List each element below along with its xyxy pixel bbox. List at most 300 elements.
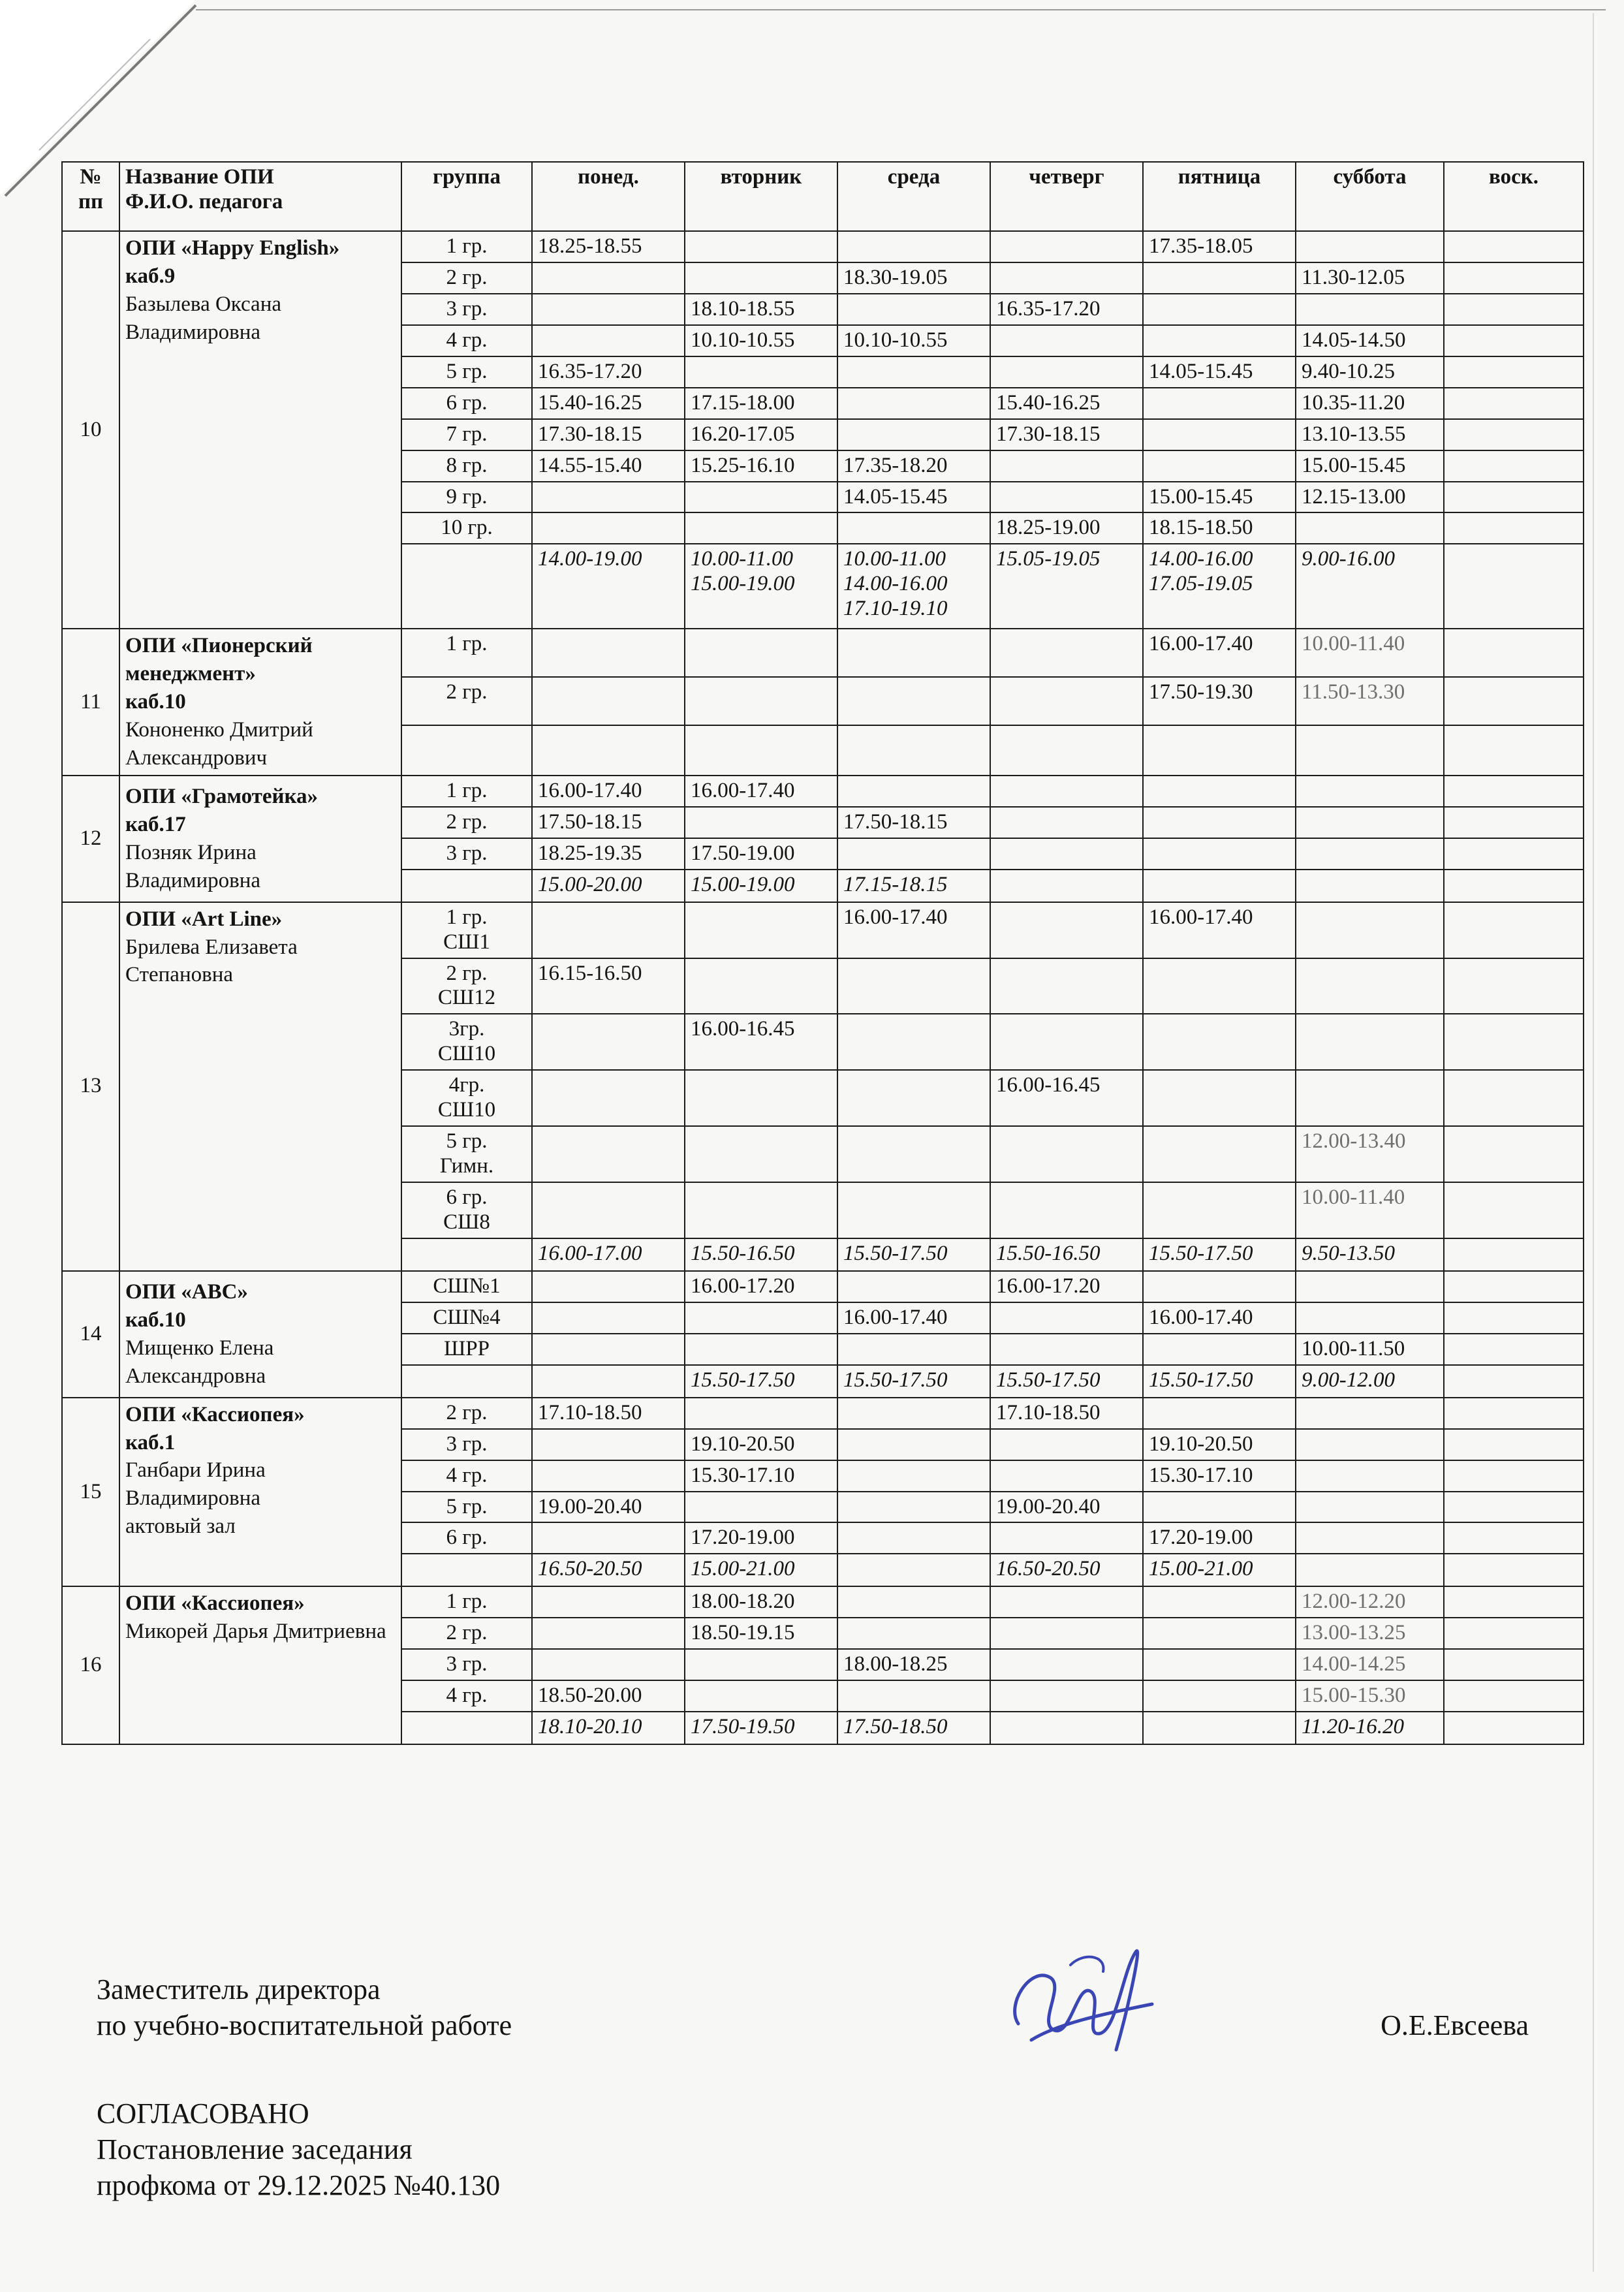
room-label: каб.10 (125, 1308, 186, 1332)
time-cell (1444, 482, 1584, 513)
schedule-table (61, 161, 1584, 1745)
time-cell: 11.50-13.30 (1296, 677, 1444, 725)
group-cell: 4 гр. (401, 1460, 532, 1492)
time-cell: 15.25-16.10 (685, 450, 837, 482)
time-cell: 10.00-11.00 15.00-19.00 (685, 544, 837, 629)
time-cell (990, 1586, 1143, 1618)
time-cell (990, 725, 1143, 776)
group-cell: 6 гр. (401, 1522, 532, 1554)
time-cell (837, 512, 990, 544)
time-cell (685, 807, 837, 838)
time-cell: 15.00-15.30 (1296, 1680, 1444, 1712)
time-cell: 14.00-16.00 17.05-19.05 (1143, 544, 1296, 629)
col-header-day: среда (837, 162, 990, 231)
program-cell (119, 1586, 401, 1744)
time-cell (990, 807, 1143, 838)
time-cell (1444, 629, 1584, 677)
group-cell: 4 гр. (401, 1680, 532, 1712)
time-cell: 15.50-17.50 (1143, 1365, 1296, 1398)
program-name: ОПИ «Грамотейка» (125, 784, 319, 808)
time-cell: 9.50-13.50 (1296, 1238, 1444, 1271)
time-cell (1296, 1460, 1444, 1492)
time-cell (990, 1680, 1143, 1712)
time-cell (990, 262, 1143, 294)
time-cell: 17.50-19.30 (1143, 677, 1296, 725)
time-cell: 15.00-21.00 (685, 1554, 837, 1586)
time-cell (532, 1429, 685, 1460)
time-cell (1444, 958, 1584, 1014)
time-cell: 19.10-20.50 (685, 1429, 837, 1460)
time-cell: 18.00-18.25 (837, 1649, 990, 1680)
time-cell (837, 1554, 990, 1586)
time-cell (685, 262, 837, 294)
time-cell: 17.20-19.00 (685, 1522, 837, 1554)
time-cell (1444, 870, 1584, 902)
time-cell (1444, 776, 1584, 807)
time-cell (1444, 294, 1584, 325)
time-cell: 15.40-16.25 (990, 388, 1143, 419)
time-cell: 14.05-14.50 (1296, 325, 1444, 356)
teacher-name: Ганбари Ирина Владимировна (125, 1458, 266, 1511)
col-header-day: суббота (1296, 162, 1444, 231)
time-cell: 10.35-11.20 (1296, 388, 1444, 419)
time-cell: 9.40-10.25 (1296, 356, 1444, 388)
group-cell: 8 гр. (401, 450, 532, 482)
time-cell (1296, 725, 1444, 776)
time-cell: 13.00-13.25 (1296, 1618, 1444, 1649)
time-cell (990, 776, 1143, 807)
group-cell: 2 гр. (401, 1398, 532, 1429)
room-label: каб.10 (125, 690, 186, 714)
time-cell (532, 1302, 685, 1334)
time-cell (685, 356, 837, 388)
time-cell (990, 902, 1143, 958)
time-cell (1143, 1126, 1296, 1182)
time-cell (685, 1182, 837, 1238)
time-cell (990, 1182, 1143, 1238)
time-cell: 16.00-17.40 (837, 902, 990, 958)
time-cell: 16.20-17.05 (685, 419, 837, 450)
col-header-day: четверг (990, 162, 1143, 231)
group-cell: СШ№1 (401, 1271, 532, 1302)
time-cell (1444, 419, 1584, 450)
time-cell (837, 356, 990, 388)
time-cell (837, 1182, 990, 1238)
time-cell (532, 1182, 685, 1238)
teacher-name: Мищенко Елена Александровна (125, 1336, 274, 1388)
time-cell (1296, 902, 1444, 958)
time-cell (837, 388, 990, 419)
time-cell: 16.50-20.50 (990, 1554, 1143, 1586)
group-cell: 4 гр. (401, 325, 532, 356)
program-name: ОПИ «Art Line» (125, 907, 283, 931)
group-cell: 3 гр. (401, 1649, 532, 1680)
time-cell (1444, 1365, 1584, 1398)
group-cell: 3гр. СШ10 (401, 1014, 532, 1070)
time-cell (1444, 544, 1584, 629)
time-cell: 17.50-19.00 (685, 838, 837, 870)
group-cell: 2 гр. (401, 262, 532, 294)
time-cell (837, 1126, 990, 1182)
time-cell (837, 1271, 990, 1302)
time-cell: 17.35-18.05 (1143, 231, 1296, 262)
time-cell: 18.25-18.55 (532, 231, 685, 262)
time-cell: 14.00-19.00 (532, 544, 685, 629)
time-cell (1143, 807, 1296, 838)
time-cell: 10.10-10.55 (837, 325, 990, 356)
time-cell (685, 1126, 837, 1182)
block-number: 15 (62, 1398, 119, 1587)
time-cell (1444, 1014, 1584, 1070)
time-cell (685, 1398, 837, 1429)
time-cell (532, 1522, 685, 1554)
room-label: каб.1 (125, 1430, 176, 1454)
group-cell (401, 1238, 532, 1271)
time-cell: 10.00-11.50 (1296, 1334, 1444, 1365)
time-cell (1444, 1070, 1584, 1126)
time-cell: 16.00-17.20 (685, 1271, 837, 1302)
time-cell (1296, 512, 1444, 544)
time-cell: 15.50-17.50 (837, 1238, 990, 1271)
table-row (62, 902, 1584, 958)
paper-top-edge (196, 9, 1606, 10)
time-cell: 17.10-18.50 (990, 1398, 1143, 1429)
group-cell (401, 1712, 532, 1744)
time-cell: 17.20-19.00 (1143, 1522, 1296, 1554)
time-cell (1296, 1302, 1444, 1334)
time-cell: 15.30-17.10 (1143, 1460, 1296, 1492)
time-cell: 10.00-11.40 (1296, 629, 1444, 677)
header-row (62, 162, 1584, 231)
time-cell (532, 1586, 685, 1618)
time-cell (1296, 294, 1444, 325)
time-cell (1143, 870, 1296, 902)
time-cell (1444, 325, 1584, 356)
group-cell: 3 гр. (401, 294, 532, 325)
time-cell: 16.00-17.00 (532, 1238, 685, 1271)
time-cell: 18.15-18.50 (1143, 512, 1296, 544)
time-cell (837, 1398, 990, 1429)
group-cell: ШРР (401, 1334, 532, 1365)
time-cell: 16.00-17.40 (1143, 902, 1296, 958)
program-cell (119, 902, 401, 1271)
time-cell (990, 1712, 1143, 1744)
time-cell (1444, 838, 1584, 870)
time-cell (1296, 1429, 1444, 1460)
time-cell (532, 1271, 685, 1302)
time-cell: 10.10-10.55 (685, 325, 837, 356)
time-cell (1143, 1680, 1296, 1712)
time-cell (532, 325, 685, 356)
time-cell (1444, 1492, 1584, 1523)
time-cell (532, 902, 685, 958)
time-cell (1444, 1302, 1584, 1334)
time-cell: 9.00-12.00 (1296, 1365, 1444, 1398)
time-cell: 15.50-17.50 (1143, 1238, 1296, 1271)
block-number: 16 (62, 1586, 119, 1744)
time-cell (685, 677, 837, 725)
time-cell: 19.00-20.40 (990, 1492, 1143, 1523)
time-cell: 17.50-19.50 (685, 1712, 837, 1744)
time-cell: 16.00-17.20 (990, 1271, 1143, 1302)
program-cell (119, 231, 401, 629)
time-cell (837, 231, 990, 262)
time-cell (1143, 388, 1296, 419)
time-cell (990, 1618, 1143, 1649)
time-cell (532, 262, 685, 294)
time-cell (1296, 1014, 1444, 1070)
time-cell (990, 1302, 1143, 1334)
time-cell (990, 356, 1143, 388)
time-cell (1296, 958, 1444, 1014)
group-cell: 6 гр. (401, 388, 532, 419)
time-cell (1143, 1014, 1296, 1070)
time-cell: 19.10-20.50 (1143, 1429, 1296, 1460)
time-cell (532, 1365, 685, 1398)
group-cell: 2 гр. (401, 677, 532, 725)
time-cell (1296, 870, 1444, 902)
group-cell (401, 1554, 532, 1586)
block-number: 11 (62, 629, 119, 775)
time-cell: 17.30-18.15 (532, 419, 685, 450)
time-cell: 16.00-17.40 (837, 1302, 990, 1334)
time-cell (990, 629, 1143, 677)
teacher-name: Позняк Ирина Владимировна (125, 840, 261, 892)
block-number: 13 (62, 902, 119, 1271)
time-cell (1444, 450, 1584, 482)
time-cell (1444, 1712, 1584, 1744)
time-cell (532, 482, 685, 513)
program-name: ОПИ «Кассиопея» (125, 1592, 305, 1616)
col-header-day: пятница (1143, 162, 1296, 231)
time-cell (990, 677, 1143, 725)
time-cell: 12.00-12.20 (1296, 1586, 1444, 1618)
time-cell (837, 1586, 990, 1618)
time-cell (1296, 1271, 1444, 1302)
block-number: 10 (62, 231, 119, 629)
time-cell: 19.00-20.40 (532, 1492, 685, 1523)
program-name: ОПИ «Пионерский менеджмент» (125, 634, 313, 686)
time-cell: 17.50-18.15 (837, 807, 990, 838)
time-cell: 16.00-16.45 (685, 1014, 837, 1070)
col-header-day: вторник (685, 162, 837, 231)
time-cell: 16.35-17.20 (990, 294, 1143, 325)
time-cell: 17.30-18.15 (990, 419, 1143, 450)
time-cell (1143, 1334, 1296, 1365)
time-cell (1444, 902, 1584, 958)
time-cell (1296, 231, 1444, 262)
deputy-name: О.Е.Евсеева (1381, 2009, 1529, 2041)
time-cell: 18.10-20.10 (532, 1712, 685, 1744)
time-cell (1143, 838, 1296, 870)
time-cell: 15.50-17.50 (685, 1365, 837, 1398)
teacher-name: Базылева Оксана Владимировна (125, 292, 282, 344)
time-cell (990, 1334, 1143, 1365)
time-cell: 15.50-17.50 (990, 1365, 1143, 1398)
program-cell (119, 1271, 401, 1398)
group-cell (401, 1365, 532, 1398)
group-cell: 1 гр. (401, 629, 532, 677)
time-cell (685, 1649, 837, 1680)
col-header-group: группа (401, 162, 532, 231)
time-cell (685, 902, 837, 958)
time-cell (1143, 1586, 1296, 1618)
time-cell (532, 294, 685, 325)
time-cell: 16.50-20.50 (532, 1554, 685, 1586)
time-cell (685, 231, 837, 262)
teacher-name: Брилева Елизавета Степановна (125, 935, 298, 987)
time-cell (685, 1492, 837, 1523)
time-cell: 15.00-21.00 (1143, 1554, 1296, 1586)
time-cell: 14.55-15.40 (532, 450, 685, 482)
time-cell (685, 629, 837, 677)
time-cell (1143, 725, 1296, 776)
time-cell (990, 450, 1143, 482)
time-cell: 15.40-16.25 (532, 388, 685, 419)
time-cell: 10.00-11.00 14.00-16.00 17.10-19.10 (837, 544, 990, 629)
time-cell (685, 1334, 837, 1365)
group-cell: 1 гр. (401, 776, 532, 807)
block-number: 12 (62, 776, 119, 902)
time-cell (837, 776, 990, 807)
time-cell (837, 1429, 990, 1460)
time-cell (1143, 1070, 1296, 1126)
time-cell (837, 294, 990, 325)
time-cell (685, 482, 837, 513)
table-row (62, 231, 1584, 262)
time-cell (837, 1492, 990, 1523)
col-header-day: понед. (532, 162, 685, 231)
time-cell (837, 629, 990, 677)
time-cell (1444, 1680, 1584, 1712)
time-cell: 15.00-20.00 (532, 870, 685, 902)
time-cell: 15.30-17.10 (685, 1460, 837, 1492)
time-cell (990, 231, 1143, 262)
time-cell (1444, 1182, 1584, 1238)
room-label: каб.9 (125, 264, 176, 288)
time-cell (685, 958, 837, 1014)
time-cell (532, 725, 685, 776)
time-cell (532, 512, 685, 544)
time-cell: 14.05-15.45 (837, 482, 990, 513)
program-name: ОПИ «Happy English» (125, 236, 340, 260)
group-cell: 1 гр. СШ1 (401, 902, 532, 958)
time-cell: 15.50-16.50 (685, 1238, 837, 1271)
time-cell (532, 1070, 685, 1126)
time-cell (1444, 1429, 1584, 1460)
group-cell: 2 гр. (401, 1618, 532, 1649)
time-cell (837, 1014, 990, 1070)
program-name: ОПИ «Кассиопея» (125, 1402, 305, 1426)
time-cell (1143, 325, 1296, 356)
time-cell (1444, 677, 1584, 725)
time-cell (532, 1649, 685, 1680)
col-header-num: № пп (62, 162, 119, 231)
time-cell (532, 629, 685, 677)
agreed-block: СОГЛАСОВАНО Постановление заседания профкома от 29.12.2025 №40.130 (97, 2097, 501, 2201)
time-cell: 18.25-19.35 (532, 838, 685, 870)
time-cell: 14.00-14.25 (1296, 1649, 1444, 1680)
group-cell: СШ№4 (401, 1302, 532, 1334)
time-cell (1296, 807, 1444, 838)
time-cell (1143, 419, 1296, 450)
time-cell (1296, 1070, 1444, 1126)
time-cell (1143, 262, 1296, 294)
table-row (62, 629, 1584, 677)
time-cell: 18.10-18.55 (685, 294, 837, 325)
time-cell: 14.05-15.45 (1143, 356, 1296, 388)
time-cell (1143, 958, 1296, 1014)
program-name: ОПИ «АВС» (125, 1280, 248, 1304)
time-cell (532, 1126, 685, 1182)
group-cell: 1 гр. (401, 231, 532, 262)
time-cell: 18.30-19.05 (837, 262, 990, 294)
time-cell (1143, 450, 1296, 482)
time-cell (990, 870, 1143, 902)
time-cell (837, 1070, 990, 1126)
deputy-title: Заместитель директора по учебно-воспитательной работе (97, 1973, 512, 2041)
time-cell (1444, 725, 1584, 776)
table-row (62, 776, 1584, 807)
time-cell (532, 677, 685, 725)
time-cell (1444, 1238, 1584, 1271)
time-cell (685, 512, 837, 544)
time-cell: 18.50-19.15 (685, 1618, 837, 1649)
time-cell (1444, 262, 1584, 294)
time-cell: 16.00-17.40 (532, 776, 685, 807)
group-cell: 3 гр. (401, 838, 532, 870)
paper-right-edge (1593, 13, 1594, 2272)
col-header-day: воск. (1444, 162, 1584, 231)
time-cell (1143, 1182, 1296, 1238)
room-label: каб.17 (125, 812, 186, 836)
time-cell (990, 325, 1143, 356)
time-cell (1143, 776, 1296, 807)
time-cell (837, 838, 990, 870)
time-cell (532, 1334, 685, 1365)
time-cell (1143, 1492, 1296, 1523)
group-cell: 3 гр. (401, 1429, 532, 1460)
time-cell: 13.10-13.55 (1296, 419, 1444, 450)
group-cell: 5 гр. (401, 356, 532, 388)
time-cell (685, 1302, 837, 1334)
time-cell (1444, 1522, 1584, 1554)
program-cell (119, 1398, 401, 1587)
time-cell (837, 1618, 990, 1649)
time-cell (1143, 294, 1296, 325)
time-cell: 9.00-16.00 (1296, 544, 1444, 629)
time-cell (1143, 1271, 1296, 1302)
group-cell: 2 гр. (401, 807, 532, 838)
group-cell: 10 гр. (401, 512, 532, 544)
time-cell: 17.10-18.50 (532, 1398, 685, 1429)
time-cell: 18.50-20.00 (532, 1680, 685, 1712)
time-cell: 12.00-13.40 (1296, 1126, 1444, 1182)
time-cell: 17.15-18.00 (685, 388, 837, 419)
time-cell: 15.50-17.50 (837, 1365, 990, 1398)
time-cell: 16.00-17.40 (1143, 1302, 1296, 1334)
group-cell: 5 гр. Гимн. (401, 1126, 532, 1182)
time-cell (990, 1429, 1143, 1460)
time-cell (990, 1649, 1143, 1680)
col-header-name: Название ОПИ Ф.И.О. педагога (119, 162, 401, 231)
time-cell (1296, 1522, 1444, 1554)
time-cell: 16.00-16.45 (990, 1070, 1143, 1126)
group-cell (401, 725, 532, 776)
time-cell: 17.15-18.15 (837, 870, 990, 902)
time-cell (532, 1618, 685, 1649)
time-cell (1444, 1586, 1584, 1618)
